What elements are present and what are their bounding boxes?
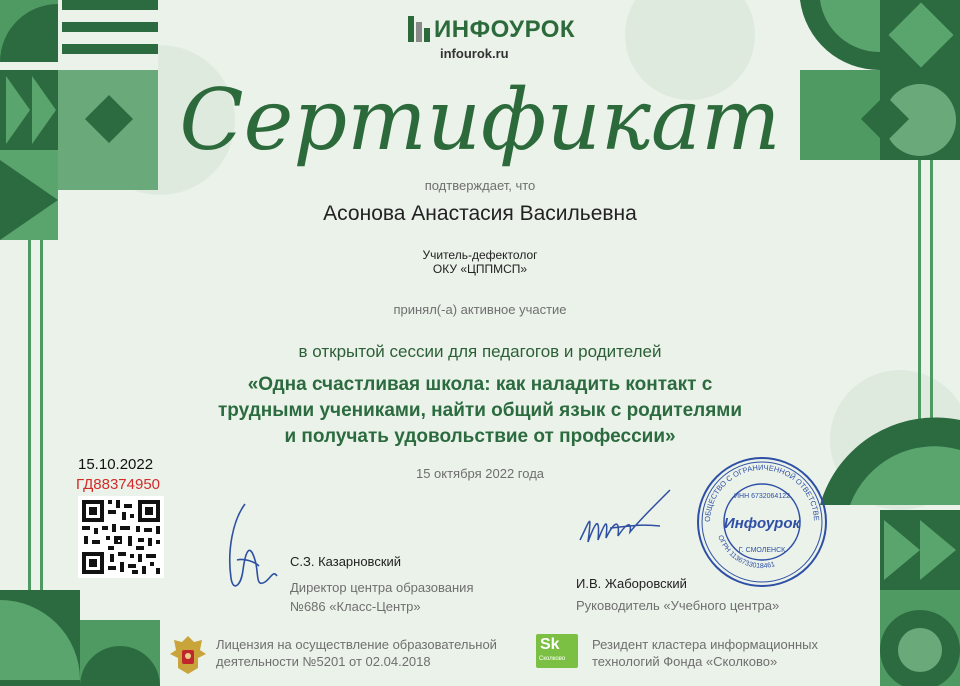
signatory-1-title-line: Директор центра образования [290, 580, 474, 595]
recipient-organization: ОКУ «ЦППМСП» [432, 262, 528, 276]
event-title-line: и получать удовольствие от профессии» [284, 426, 676, 447]
signatory-2-title: Руководитель «Учебного центра» [576, 598, 780, 613]
stamp-seal-icon [694, 454, 830, 590]
stamp-center: Инфоурок [723, 515, 801, 532]
skolkovo-line: технологий Фонда «Сколково» [592, 654, 778, 669]
event-title-line: «Одна счастливая школа: как наладить контакт с [247, 374, 713, 395]
confirms-text: подтверждает, что [424, 178, 536, 193]
signatory-1-title-line: №686 «Класс-Центр» [290, 599, 421, 614]
stamp-ring-text: ОБЩЕСТВО С ОГРАНИЧЕННОЙ ОТВЕТСТВЕ [702, 462, 822, 523]
issue-date: 15.10.2022 [78, 456, 154, 473]
event-type: в открытой сессии для педагогов и родителей [298, 342, 662, 361]
signatory-1-title [290, 578, 473, 616]
organization-stamp [694, 454, 830, 590]
logo-site: infourok.ru [440, 46, 509, 61]
signature-kazarnovsky [215, 500, 285, 595]
signatory-1-name: С.З. Казарновский [290, 554, 402, 569]
signature-zhaborovsky [570, 480, 680, 570]
recipient-position: Учитель-дефектолог [422, 248, 538, 262]
event-title [0, 372, 960, 450]
stamp-inn: ИНН 6732064122 [733, 493, 791, 500]
infourok-logo [408, 14, 576, 44]
skolkovo-badge-text: Sk [540, 636, 560, 653]
license-line: Лицензия на осуществление образовательной [216, 637, 497, 652]
event-title-line: трудными учениками, найти общий язык с родителями [217, 400, 743, 421]
license-line: деятельности №5201 от 02.04.2018 [216, 654, 431, 669]
skolkovo-badge-sub: Сколково [539, 656, 566, 662]
participation-text: принял(-а) активное участие [393, 302, 567, 317]
logo-name: ИНФОУРОК [434, 16, 576, 43]
skolkovo-info [592, 636, 818, 670]
license-info [216, 636, 497, 670]
certificate-code: ГД88374950 [76, 476, 161, 493]
stamp-ogrn: ОГРН 1136733018461 [716, 534, 776, 571]
skolkovo-badge [536, 634, 578, 668]
skolkovo-line: Резидент кластера информационных [592, 637, 818, 652]
certificate-title: Сертификат [179, 71, 781, 169]
event-date: 15 октября 2022 года [415, 466, 545, 481]
coat-of-arms-icon [168, 632, 208, 676]
qr-code[interactable] [78, 496, 164, 578]
recipient-name: Асонова Анастасия Васильевна [323, 202, 637, 225]
stamp-city: Г. СМОЛЕНСК [738, 547, 786, 554]
qr-code-icon [78, 496, 164, 578]
logo-mark-icon [408, 16, 430, 42]
signatory-2-name: И.В. Жаборовский [576, 576, 687, 591]
